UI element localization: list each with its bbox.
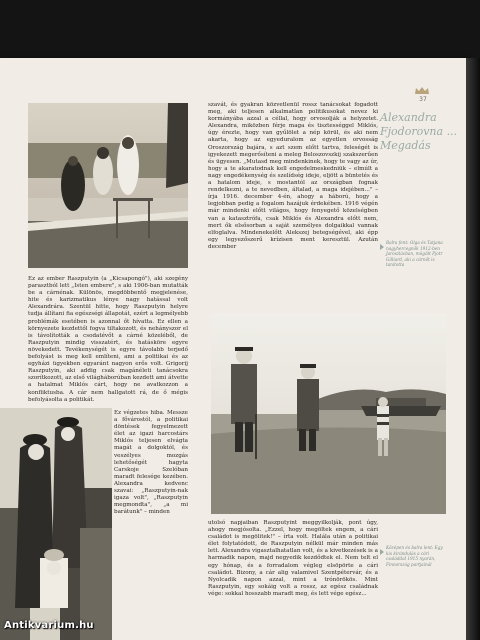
photo-center: [211, 314, 446, 514]
body-text-col2-bottom: utolsó napjaiban Raszputyint meggyilkolják, pont úgy, ahogy megjósolta. „Ezzel, hogy megöltek engem, a cári családot is megölitek!" – írta volt. Halála után a politikai élet folytatódott, de Raszputyin nélkül már minden más lett. Alexandra vigasztalhatatlan volt, és a kivetkezések is a harmadik napon, majd negyedik kezdődtek el. Nem telt el egy hónap, és a forradalom végleg elsöpörte a cári családot. Bizony, a cár alig valamivel Szentpétervár, és a Nyolcadik napon azzal, mint a trónörökös. Mint Raszputyin, egy sokáig volt a rossz, az egész családnak vége: sokkal hosszabb maradt meg, és lett vége egész...: [208, 520, 378, 597]
page-number: 37: [419, 96, 427, 103]
body-text-col2-top: szavát, és gyakran közvetlenül rossz tanácsokat fogadott meg, aki teljesen alkalmatlan politikusokat nevez ki kormányába azzal a céllal, hogy orvosolják a helyzetet. Alexandra, miközben férje maga és tisztességgel Miklós, úgy érezte, hogy van gyűlölet a nép körül, és aki nem akarta, hogy az egyeduralom az egyetlen orvosság Oroszország bajára, s azt szem előtt tartva, feleségét is igyekezett megerősíteni a meleg Beloszovszkij szakszerűen és ügyesen. „Mutasd meg mindenkinek, hogy te vagy az úr, hogy a te akaratodnak kell engedelmeskedniük – elmúlt a nagy engedékenység és szelídség ideje, eljött a büntetés és a hatalom ideje, s mostantól az országban fognak rendelkezni, a te nevedben, általad, a maga idejében..." – írja 1916. december 4-én, ahogy a háború, hogy a legjobban pedig a fogalom hazájuk érdekében. 1916 végén már mindenki előtt világos, hogy fenyegető közelségben van a katasztrófa, csak Miklós és Alexandra előtt nem, mert ők elsősorban a saját személyes dolgaikkal vannak elfoglalva. Mindenekelőtt Alekszej betegségével, aki épp egy legyezőszerű krízisen ment keresztül. Azután december: [208, 102, 378, 250]
caption-1: Balra fent: Olga és Tatjana nagyhercegnők 1912-ben Jaroszlávban, mögött Pjotr Gilliard, aki a cárnőt is tanította: [386, 240, 443, 268]
body-text-col1-top: Ez az ember Raszputyin (a „Kicsapongó"), aki szegény parasztból lett „Isten embere", s aki 1906-ban mutatták be a cárnénak. Különös, megdöbbentő megjelenése, hite és karizmatikus lénye nagy hatással volt Alexandrára. Szentül hitte, hogy Raszputyin helyre tudja állítani fia egészségi állapotát, ezért a legmélyebb problémák esetében is azonnal őt hívatta. Ez ellen a környezete kezdettől fogva tiltakozott, és nehányszor el is távolították a csodatévőt a cárné közeléből, de Raszputyin mindig visszatért, és hatásköre egyre növekedett. Tevékenységét is egyre távolabb terjedő befolyást is meg kell említeni, ami a politikai és az egyházi ügyekben egyaránt nagyon erős volt. Grigorij Raszputyin, aki addig csak magánéleti tanácsokra szorítkozott, az első világháborúban kezdett ami átvette a hatalmat Miklós cárt, hogy ne avatkozzon a konfliktusba. A cár nem hallgatott rá, de ő mégis befolyásolta a politikát.: [28, 276, 188, 403]
chapter-heading: Alexandra Fjodorovna ... Megadás: [380, 111, 458, 152]
crown-icon: [414, 86, 430, 95]
caption-marker-2: [380, 549, 384, 555]
caption-2: Középen és balra lent: Egy kis kirándulás a cári családdal 1915 nyarán, Finnország partjainál: [386, 545, 443, 567]
photo-bottom-left: [0, 408, 112, 640]
photo-top-left: [28, 103, 188, 268]
body-text-col1-bottom: Ez végzetes hiba. Messze a fővárostól, a politikai döntések fegyelmezett élet az igazi harcostárs Miklós teljesen elvágta magát a dolgoktól, és veszélyes mozgás lehetőségét hagyta Carskoje Szelóban maradt felesége kezében. Alexandra kedvenc szavai: „Raszputyin-nak igaza volt", „Raszputyin megmondta", „a mi barátunk" – minden: [114, 410, 188, 516]
watermark-text: Antikvarium.hu: [4, 620, 94, 631]
book-binding: [466, 58, 480, 640]
caption-marker-1: [380, 244, 384, 250]
